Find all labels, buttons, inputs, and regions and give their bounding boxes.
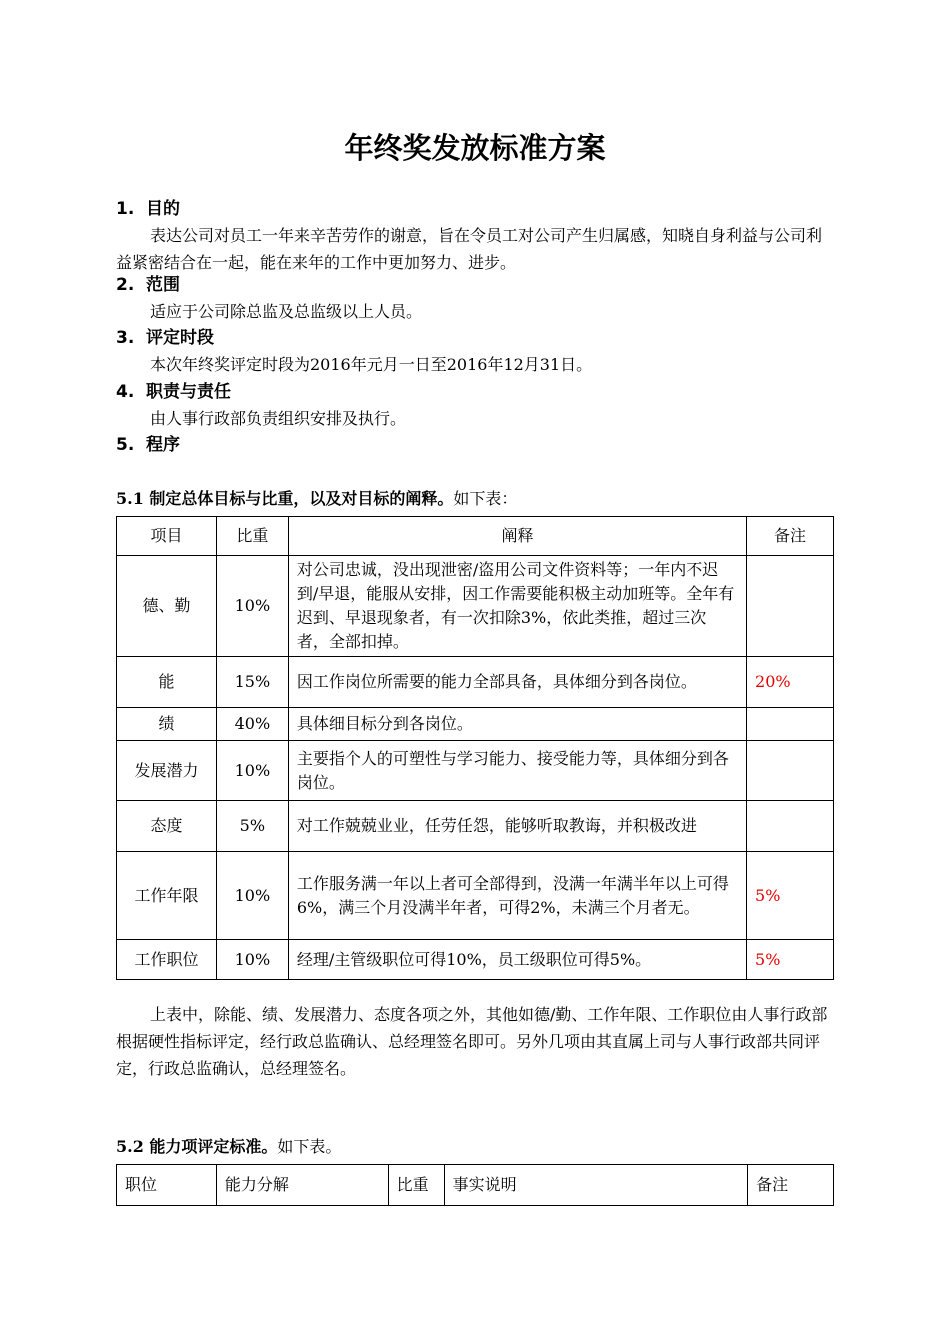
header-note: 备注 [748,1165,834,1206]
table-row [117,556,834,657]
table-row [117,852,834,940]
cell-weight: 10% [216,852,288,940]
cell-note [747,556,834,657]
section-4-body: 由人事行政部负责组织安排及执行。 [150,409,407,428]
header-ability-breakdown: 能力分解 [216,1165,388,1206]
cell-note: 5% [747,940,834,980]
section-1-body: 表达公司对员工一年来辛苦劳作的谢意，旨在令员工对公司产生归属感，知晓自身利益与公司利益紧密结合在一起，能在来年的工作中更加努力、进步。 [116,226,823,272]
header-fact-description: 事实说明 [444,1165,748,1206]
subsection-5-1-heading: 5.1 制定总体目标与比重，以及对目标的阐释。如下表： [116,489,518,508]
subsection-5-2-heading: 5.2 能力项评定标准。如下表。 [116,1137,342,1156]
section-3-heading: 3. 评定时段 [116,328,214,348]
cell-item: 绩 [117,708,217,741]
header-weight: 比重 [216,517,288,556]
target-weight-table [116,516,834,980]
header-position: 职位 [117,1165,217,1206]
document-title: 年终奖发放标准方案 [344,131,606,165]
cell-description: 工作服务满一年以上者可全部得到，没满一年满半年以上可得6%，满三个月没满半年者，可得2%，未满三个月者无。 [288,852,746,940]
section-1-heading: 1. 目的 [116,199,180,219]
section-2-heading: 2. 范围 [116,275,180,295]
cell-item: 发展潜力 [117,741,217,801]
header-description: 阐释 [288,517,746,556]
cell-item: 态度 [117,801,217,852]
cell-weight: 10% [216,741,288,801]
cell-weight: 40% [216,708,288,741]
cell-description: 因工作岗位所需要的能力全部具备，具体细分到各岗位。 [288,657,746,708]
cell-weight: 15% [216,657,288,708]
table-row [117,940,834,980]
cell-item: 德、勤 [117,556,217,657]
cell-description: 主要指个人的可塑性与学习能力、接受能力等，具体细分到各岗位。 [288,741,746,801]
cell-item: 工作年限 [117,852,217,940]
cell-description: 具体细目标分到各岗位。 [288,708,746,741]
cell-item: 工作职位 [117,940,217,980]
cell-description: 经理/主管级职位可得10%，员工级职位可得5%。 [288,940,746,980]
header-note: 备注 [747,517,834,556]
cell-weight: 10% [216,556,288,657]
cell-description: 对工作兢兢业业，任劳任怨，能够听取教诲，并积极改进 [288,801,746,852]
section-4-heading: 4. 职责与责任 [116,382,231,402]
header-weight: 比重 [388,1165,444,1206]
header-item: 项目 [117,517,217,556]
section-5-heading: 5. 程序 [116,435,180,455]
table-row [117,741,834,801]
cell-note [747,801,834,852]
section-2-body: 适应于公司除总监及总监级以上人员。 [150,302,423,321]
table-row [117,657,834,708]
table-header-row [117,1165,834,1206]
cell-note [747,708,834,741]
cell-note: 5% [747,852,834,940]
table-row [117,801,834,852]
cell-weight: 10% [216,940,288,980]
table-row [117,708,834,741]
cell-note: 20% [747,657,834,708]
table-explanation-paragraph: 上表中，除能、绩、发展潜力、态度各项之外，其他如德/勤、工作年限、工作职位由人事行政部根据硬性指标评定，经行政总监确认、总经理签名即可。另外几项由其直属上司与人事行政部共同评定，行政总监确认，总经理签名。 [116,1005,828,1078]
ability-criteria-table [116,1164,834,1206]
table-header-row [117,517,834,556]
cell-note [747,741,834,801]
cell-weight: 5% [216,801,288,852]
section-3-body: 本次年终奖评定时段为2016年元月一日至2016年12月31日。 [150,355,593,374]
cell-description: 对公司忠诚，没出现泄密/盗用公司文件资料等；一年内不迟到/早退，能服从安排，因工作需要能积极主动加班等。全年有迟到、早退现象者，有一次扣除3%，依此类推，超过三次者，全部扣掉。 [288,556,746,657]
cell-item: 能 [117,657,217,708]
